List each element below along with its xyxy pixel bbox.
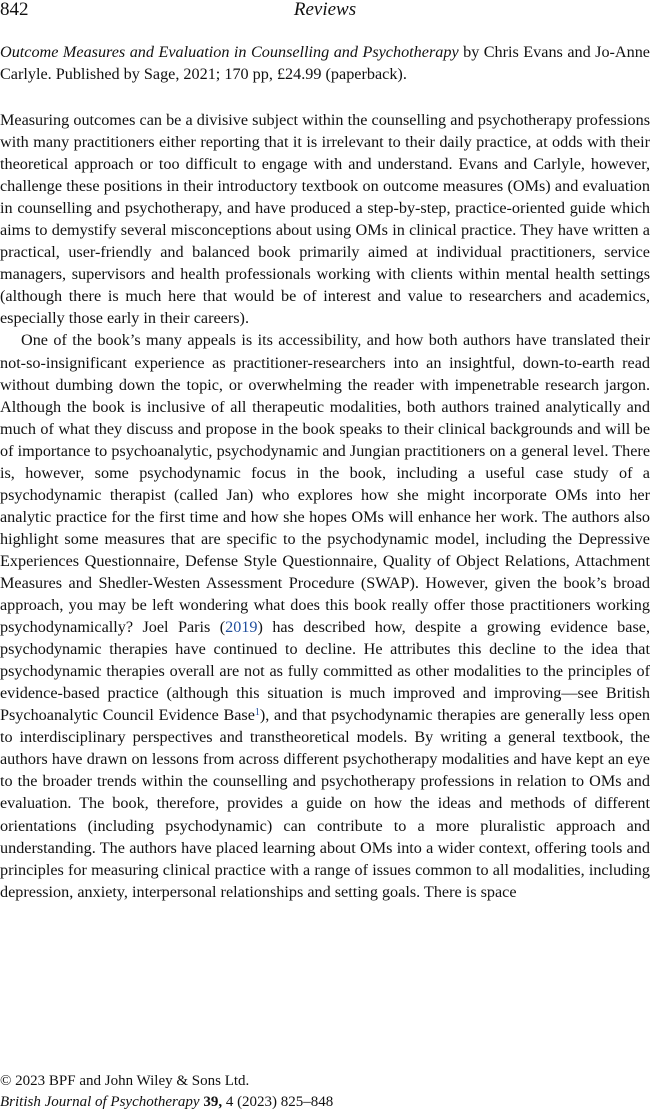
- page-footer: [0, 1071, 650, 1113]
- section-title: Reviews: [293, 0, 357, 20]
- copyright-line: © 2023 BPF and John Wiley & Sons Ltd.: [0, 1073, 250, 1089]
- paragraph-2-part-c: ), and that psychodynamic therapies are generally less open to interdisciplinary perspectives and transtheoretical models. By writing a general textbook, the authors have drawn on lessons from across different psychotherapy modalities and have kept an eye to the broader trends within the counselling and psychotherapy professions in relation to OMs and evaluation. The book, therefore, provides a guide on how the ideas and methods of different orientations (including psychodynamic) can contribute to a more pluralistic approach and understanding. The authors have placed learning about OMs into a wider context, offering tools and principles for measuring clinical practice with a range of issues common to all modalities, including depression, anxiety, interpersonal relationships and setting goals. There is space: [0, 706, 650, 901]
- page-number: 842: [0, 0, 29, 20]
- journal-volume: 39,: [203, 1094, 223, 1110]
- book-citation: [0, 41, 650, 85]
- review-body: [0, 109, 650, 903]
- journal-reference: [0, 1092, 650, 1113]
- footnote-ref-1[interactable]: 1: [254, 707, 260, 719]
- paragraph-2: [0, 329, 650, 902]
- book-details: by Chris Evans and Jo-Anne Carlyle. Published by Sage, 2021; 170 pp, £24.99 (paperback).: [0, 43, 650, 83]
- paragraph-2-part-a: One of the book’s many appeals is its accessibility, and how both authors have translated their not-so-insignificant experience as practitioner-researchers into an insightful, down-to-earth read without dumbing down the topic, or overwhelming the reader with impenetrable research jargon. Although the book is inclusive of all therapeutic modalities, both authors trained analytically and much of what they discuss and propose in the book speaks to their clinical backgrounds and will be of importance to psychoanalytic, psychodynamic and Jungian practitioners on a general level. There is, however, some psychodynamic focus in the book, including a useful case study of a psychodynamic therapist (called Jan) who explores how she might incorporate OMs into her analytic practice for the first time and how she hopes OMs will enhance her work. The authors also highlight some measures that are specific to the psychodynamic model, including the Depressive Experiences Questionnaire, Defense Style Questionnaire, Quality of Object Relations, Attachment Measures and Shedler-Westen Assessment Procedure (SWAP). However, given the book’s broad approach, you may be left wondering what does this book really offer those practitioners working psychodynamically? Joel Paris (: [0, 331, 650, 637]
- book-title: Outcome Measures and Evaluation in Counselling and Psychotherapy: [0, 43, 459, 61]
- journal-name: British Journal of Psychotherapy: [0, 1094, 200, 1110]
- reference-link-2019[interactable]: 2019: [225, 618, 258, 637]
- running-head: [0, 0, 650, 22]
- paragraph-1: Measuring outcomes can be a divisive subject within the counselling and psychotherapy professions with many practitioners either reporting that it is irrelevant to their daily practice, at odds with their theoretical approach or too difficult to engage with and understand. Evans and Carlyle, however, challenge these positions in their introductory textbook on outcome measures (OMs) and evaluation in counselling and psychotherapy, and have produced a step-by-step, practice-oriented guide which aims to demystify several misconceptions about using OMs in clinical practice. They have written a practical, user-friendly and balanced book primarily aimed at individual practitioners, service managers, supervisors and health professionals working with clients within mental health settings (although there is much here that would be of interest and value to researchers and academics, especially those early in their careers).: [0, 111, 650, 328]
- journal-issue-pages: 4 (2023) 825–848: [222, 1094, 334, 1110]
- paragraph-2-part-b: ) has described how, despite a growing evidence base, psychodynamic therapies have continued to decline. He attributes this decline to the idea that psychodynamic therapies overall are not as fully committed as other modalities to the principles of evidence-based practice (although this situation is much improved and improving—see British Psychoanalytic Council Evidence Base: [0, 618, 650, 725]
